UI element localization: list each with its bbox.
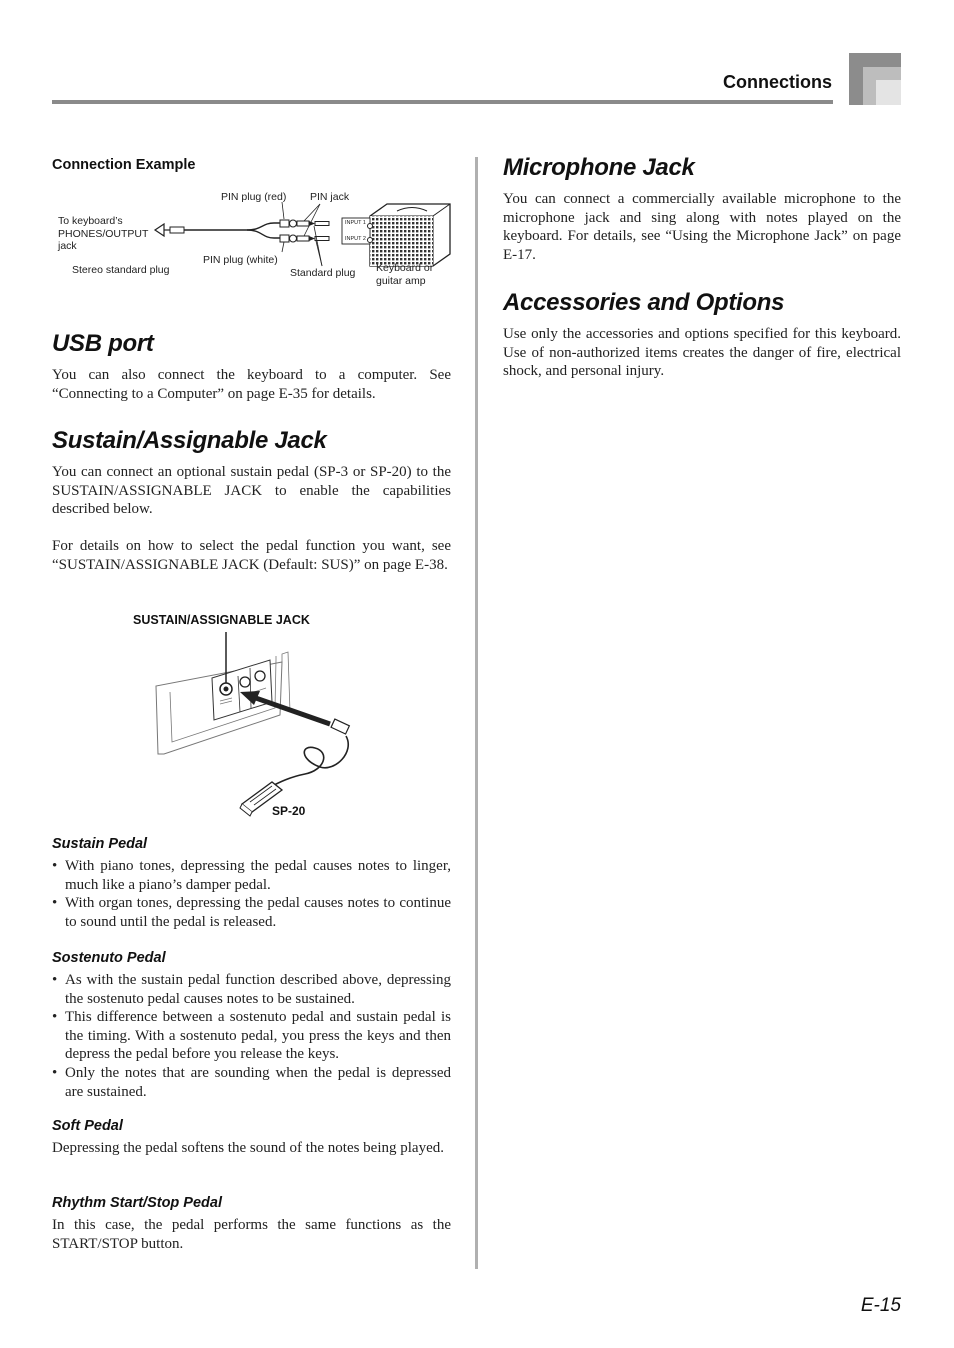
sustain-pedal-list — [52, 857, 451, 931]
usb-port-title: USB port — [52, 330, 154, 357]
accessories-body: Use only the accessories and options specified for this keyboard. Use of non-authorized items creates the danger of fire, electrical shock, and personal injury. — [503, 326, 901, 380]
sustain-jack-figure-art — [150, 632, 400, 817]
input2-label: INPUT 2 — [345, 236, 366, 242]
sustain-jack-body-2: For details on how to select the pedal function you want, see “SUSTAIN/ASSIGNABLE JACK (Default: SUS)” on page E-38. — [52, 538, 451, 573]
pin-plug-red-label: PIN plug (red) — [221, 191, 287, 203]
pin-jack-label: PIN jack — [310, 191, 350, 203]
sustain-pedal-heading: Sustain Pedal — [52, 836, 148, 852]
connection-example-heading: Connection Example — [52, 157, 196, 173]
list-item: • This difference between a sostenuto pedal and sustain pedal is the timing. With a sostenuto pedal, you press the keys and then depress the pedal before you release the keys. — [52, 1009, 451, 1063]
standard-plug-label: Standard plug — [290, 267, 356, 279]
sostenuto-pedal-list — [52, 971, 451, 1101]
soft-pedal-body: Depressing the pedal softens the sound of the notes being played. — [52, 1140, 444, 1156]
list-item: • With piano tones, depressing the pedal causes notes to linger, much like a piano’s damper pedal. — [52, 858, 451, 893]
list-item: • As with the sustain pedal function described above, depressing the sostenuto pedal causes notes to be sustained. — [52, 972, 451, 1007]
sustain-jack-body-1: You can connect an optional sustain pedal (SP-3 or SP-20) to the SUSTAIN/ASSIGNABLE JACK to enable the capabilities described below. — [52, 464, 451, 518]
sustain-jack-figure — [150, 632, 400, 817]
header-rule — [52, 100, 833, 104]
input1-label: INPUT 1 — [345, 220, 366, 226]
corner-tab-mark-core — [876, 80, 901, 105]
usb-port-body: You can also connect the keyboard to a computer. See “Connecting to a Computer” on page E-35 for details. — [52, 367, 451, 402]
list-item-text: With piano tones, depressing the pedal causes notes to linger, much like a piano’s damper pedal. — [65, 858, 451, 893]
stereo-plug-label: Stereo standard plug — [72, 264, 170, 276]
list-item: • With organ tones, depressing the pedal causes notes to continue to sound until the pedal is released. — [52, 895, 451, 930]
soft-pedal-heading: Soft Pedal — [52, 1118, 123, 1134]
section-title: Connections — [722, 72, 832, 92]
rhythm-pedal-heading: Rhythm Start/Stop Pedal — [52, 1195, 222, 1211]
amp-label: Keyboard or guitar amp — [376, 262, 434, 287]
list-item-text: With organ tones, depressing the pedal causes notes to continue to sound until the pedal is released. — [65, 895, 451, 930]
sp20-label: SP-20 — [272, 804, 306, 818]
microphone-jack-body: You can connect a commercially available microphone to the microphone jack and sing along with notes played on the keyboard. For details, see “Using the Microphone Jack” on page E-17. — [503, 191, 901, 263]
connection-diagram — [52, 186, 452, 291]
list-item-text: As with the sustain pedal function described above, depressing the sostenuto pedal causes notes to be sustained. — [65, 972, 451, 1007]
sustain-jack-title: Sustain/Assignable Jack — [52, 427, 327, 454]
list-item-text: Only the notes that are sounding when the pedal is depressed are sustained. — [65, 1064, 451, 1100]
column-divider — [475, 157, 478, 1269]
microphone-jack-title: Microphone Jack — [503, 154, 695, 181]
list-item-text: This difference between a sostenuto pedal and sustain pedal is the timing. With a sostenuto pedal, you press the keys and then depress the pedal before you release the keys. — [65, 1009, 451, 1063]
sustain-jack-figure-label: SUSTAIN/ASSIGNABLE JACK — [133, 613, 310, 627]
list-item: • Only the notes that are sounding when the pedal is depressed are sustained. — [52, 1064, 451, 1100]
page-number: E-15 — [860, 1295, 901, 1316]
pin-plug-white-label: PIN plug (white) — [203, 254, 278, 266]
accessories-title: Accessories and Options — [503, 289, 785, 316]
keyboard-output-label: To keyboard’s PHONES/OUTPUT jack — [58, 215, 149, 252]
sostenuto-pedal-heading: Sostenuto Pedal — [52, 950, 166, 966]
rhythm-pedal-body: In this case, the pedal performs the same functions as the START/STOP button. — [52, 1217, 451, 1252]
